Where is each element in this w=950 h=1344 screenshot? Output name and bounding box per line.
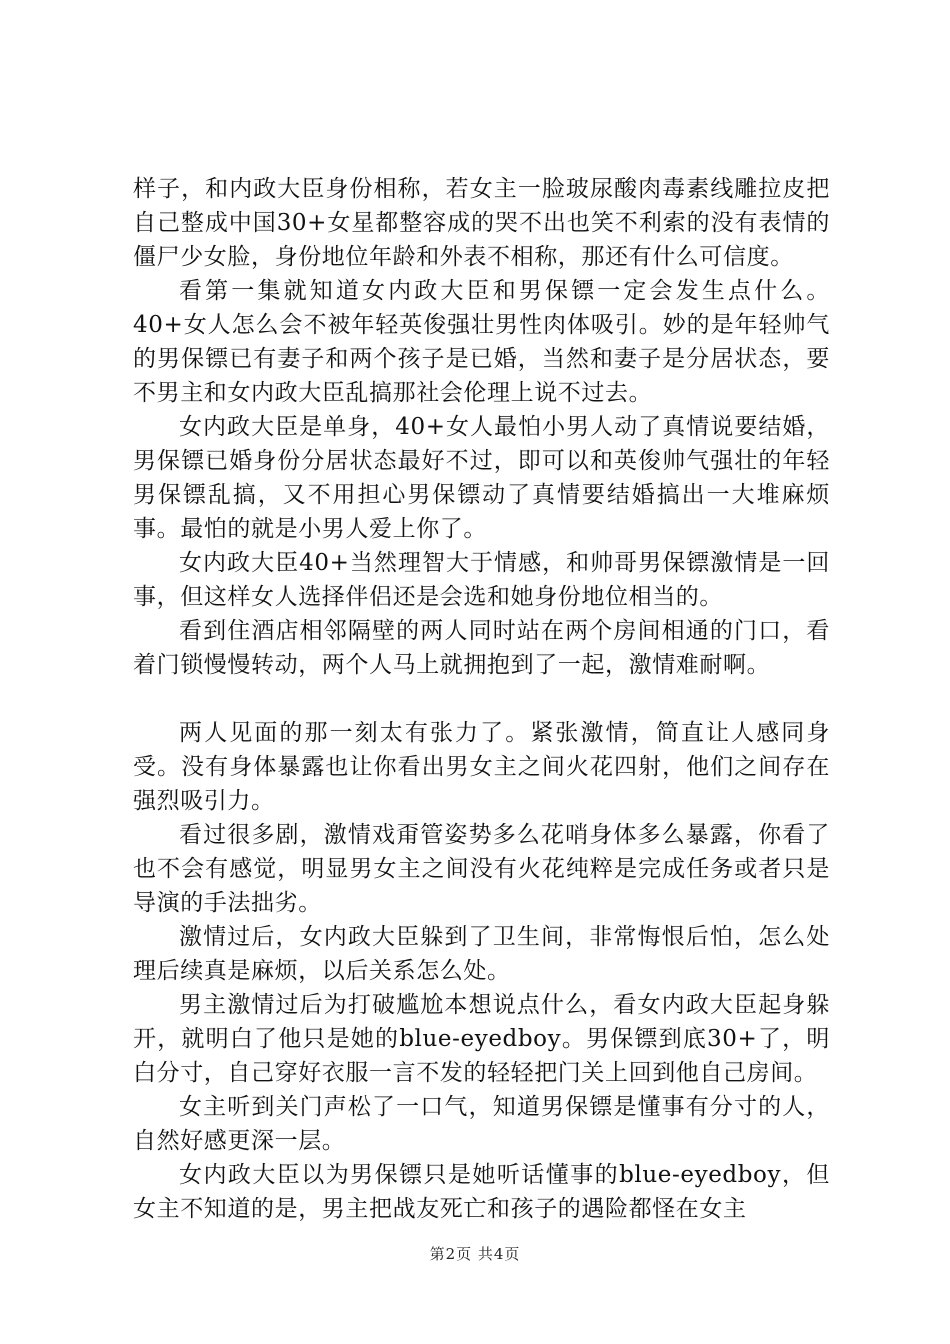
paragraph: 男主激情过后为打破尴尬本想说点什么，看女内政大臣起身躲开，就明白了他只是她的blue-eyedboy。男保镖到底30+了，明白分寸，自己穿好衣服一言不发的轻轻把门关上回到他自己房间。 [133, 992, 830, 1086]
paragraph: 看第一集就知道女内政大臣和男保镖一定会发生点什么。40+女人怎么会不被年轻英俊强壮男性肉体吸引。妙的是年轻帅气的男保镖已有妻子和两个孩子是已婚，当然和妻子是分居状态，要不男主和女内政大臣乱搞那社会伦理上说不过去。 [133, 278, 830, 406]
paragraph: 女主听到关门声松了一口气，知道男保镖是懂事有分寸的人，自然好感更深一层。 [133, 1094, 830, 1154]
paragraph: 激情过后，女内政大臣躲到了卫生间，非常悔恨后怕，怎么处理后续真是麻烦，以后关系怎么处。 [133, 924, 830, 984]
page-number-footer: 第2页 共4页 [429, 1245, 521, 1263]
paragraph: 看到住酒店相邻隔壁的两人同时站在两个房间相通的门口，看着门锁慢慢转动，两个人马上就拥抱到了一起，激情难耐啊。 [133, 618, 830, 678]
paragraph: 样子，和内政大臣身份相称，若女主一脸玻尿酸肉毒素线雕拉皮把自己整成中国30+女星都整容成的哭不出也笑不利索的没有表情的僵尸少女脸，身份地位年龄和外表不相称，那还有什么可信度。 [133, 176, 830, 270]
paragraph: 女内政大臣40+当然理智大于情感，和帅哥男保镖激情是一回事，但这样女人选择伴侣还是会选和她身份地位相当的。 [133, 550, 830, 610]
paragraph: 女内政大臣以为男保镖只是她听话懂事的blue-eyedboy，但女主不知道的是，男主把战友死亡和孩子的遇险都怪在女主 [133, 1162, 830, 1222]
paragraph: 看过很多剧，激情戏甭管姿势多么花哨身体多么暴露，你看了也不会有感觉，明显男女主之间没有火花纯粹是完成任务或者只是导演的手法拙劣。 [133, 822, 830, 916]
paragraph: 两人见面的那一刻太有张力了。紧张激情，简直让人感同身受。没有身体暴露也让你看出男女主之间火花四射，他们之间存在强烈吸引力。 [133, 720, 830, 814]
article-body [133, 172, 830, 1226]
paragraph: 女内政大臣是单身，40+女人最怕小男人动了真情说要结婚，男保镖已婚身份分居状态最好不过，即可以和英俊帅气强壮的年轻男保镖乱搞，又不用担心男保镖动了真情要结婚搞出一大堆麻烦事。最怕的就是小男人爱上你了。 [133, 414, 830, 542]
